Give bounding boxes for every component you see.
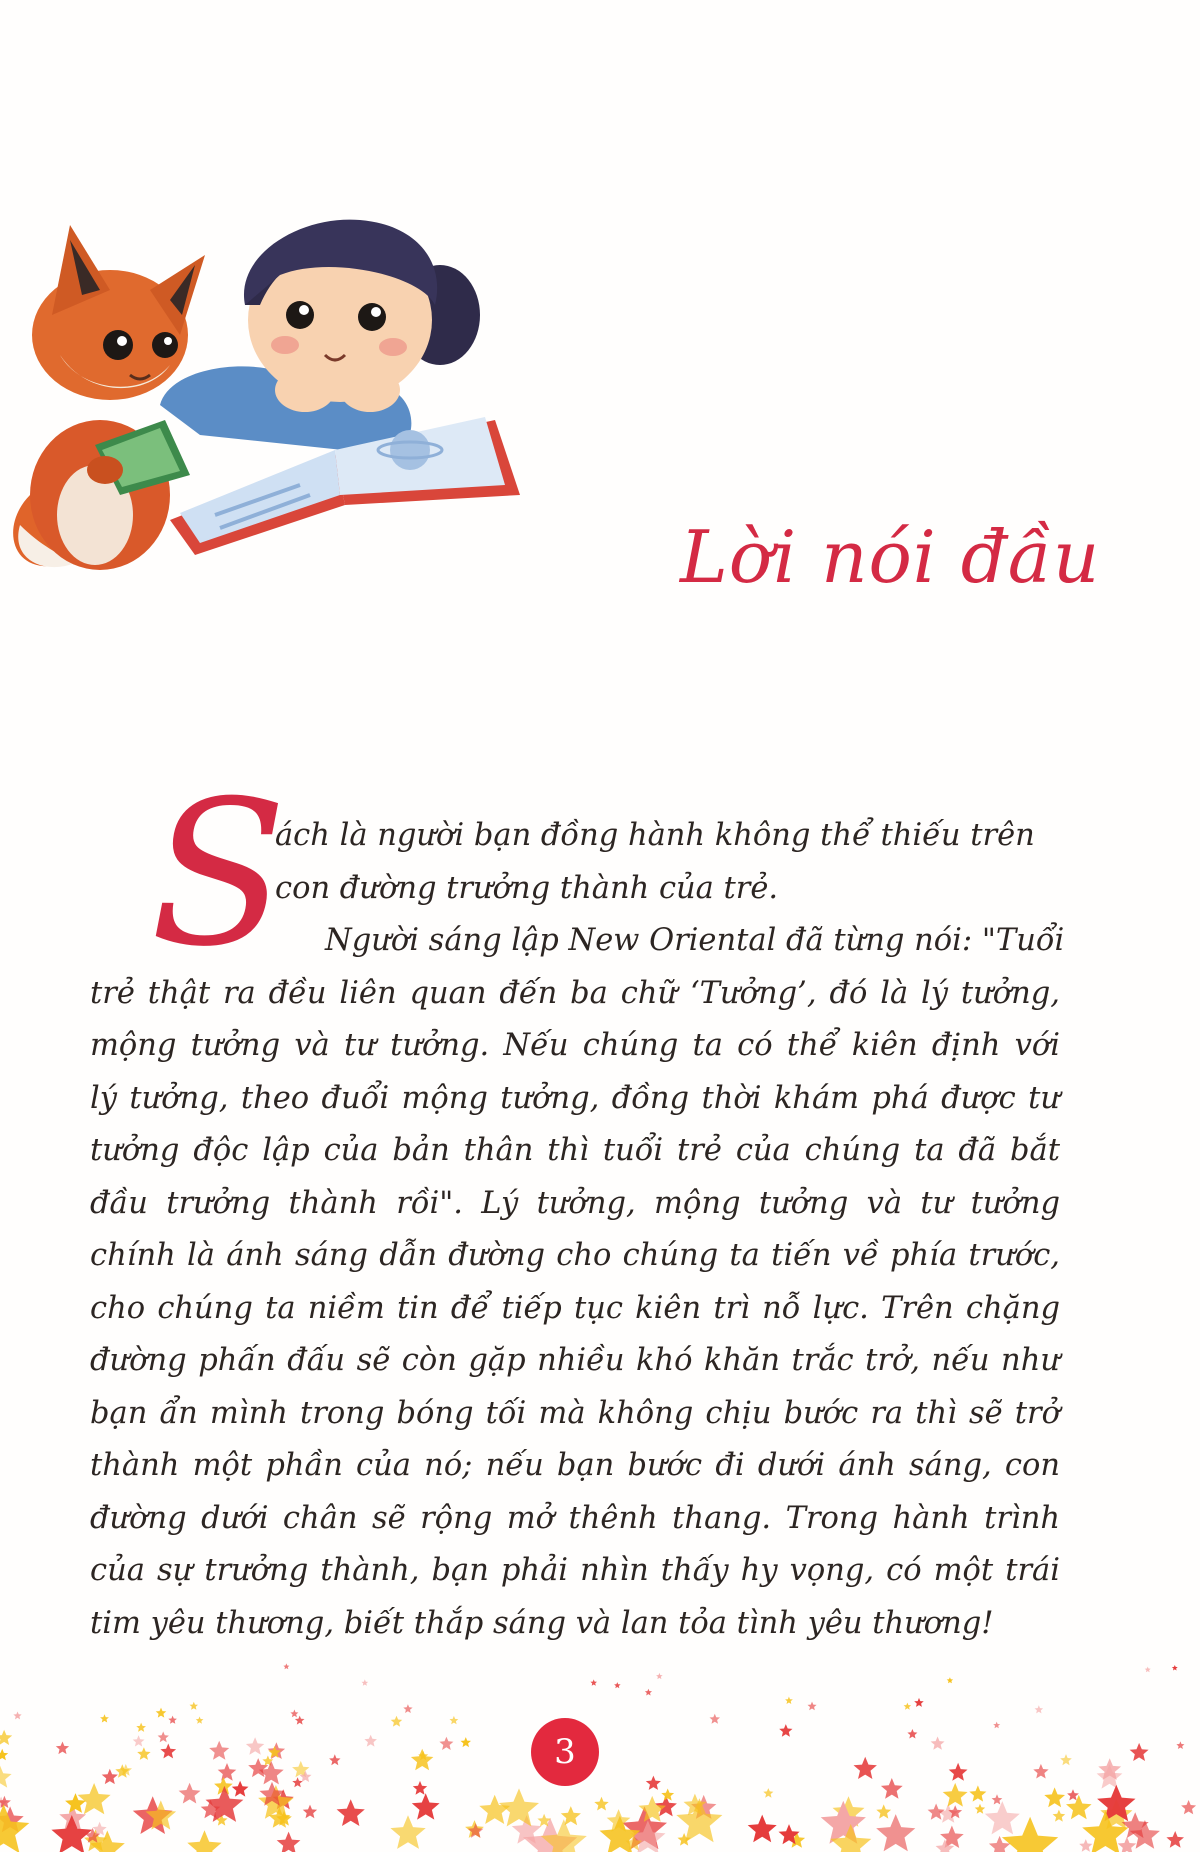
star-icon	[277, 1832, 301, 1852]
star-icon	[993, 1722, 1000, 1729]
star-icon	[975, 1804, 986, 1814]
star-icon	[1053, 1810, 1066, 1822]
star-icon	[411, 1749, 434, 1770]
star-icon	[656, 1673, 663, 1679]
star-icon	[1044, 1787, 1065, 1807]
star-icon	[450, 1716, 459, 1724]
star-icon	[1060, 1754, 1072, 1765]
drop-cap: S	[150, 758, 288, 991]
star-icon	[1033, 1764, 1048, 1779]
text-line: Người sáng lập New Oriental đã từng nói: "Tuổi	[325, 923, 1065, 958]
star-icon	[403, 1704, 412, 1713]
star-icon	[337, 1799, 365, 1826]
page-title: Lời nói đầu	[680, 515, 1101, 599]
text-line: bạn ẩn mình trong bóng tối mà không chịu bước ra thì sẽ trở	[90, 1395, 1060, 1431]
star-icon	[1079, 1839, 1092, 1852]
star-icon	[590, 1679, 597, 1685]
star-icon	[931, 1737, 945, 1750]
star-icon	[295, 1716, 305, 1725]
text-line: ách là người bạn đồng hành không thể thiếu trên	[275, 818, 1035, 853]
star-icon	[168, 1716, 177, 1724]
star-icon	[985, 1801, 1020, 1834]
star-icon	[156, 1708, 167, 1718]
star-icon	[115, 1764, 129, 1777]
star-icon	[808, 1702, 817, 1711]
star-icon	[232, 1781, 249, 1797]
text-line: đầu trưởng thành rồi". Lý tưởng, mộng tưởng và tư tưởng	[90, 1185, 1060, 1221]
star-icon	[0, 1766, 12, 1788]
reading-illustration	[0, 195, 540, 615]
star-icon	[947, 1677, 953, 1683]
star-icon	[390, 1815, 425, 1849]
text-line: thành một phần của nó; nếu bạn bước đi dưới ánh sáng, con	[90, 1448, 1060, 1483]
star-icon	[928, 1804, 945, 1820]
star-icon	[876, 1814, 915, 1851]
star-icon	[0, 1796, 11, 1808]
star-icon	[412, 1793, 440, 1819]
star-icon	[779, 1724, 792, 1737]
star-icon	[881, 1778, 903, 1799]
star-icon	[364, 1735, 377, 1747]
text-line: tim yêu thương, biết thắp sáng và lan tỏa tình yêu thương!	[90, 1605, 994, 1641]
star-icon	[904, 1703, 912, 1710]
star-icon	[992, 1794, 1003, 1804]
star-icon	[0, 1730, 12, 1745]
star-icon	[246, 1737, 264, 1755]
star-icon	[854, 1757, 877, 1779]
text-line: lý tưởng, theo đuổi mộng tưởng, đồng thời khám phá được tư	[90, 1080, 1060, 1116]
text-line: cho chúng ta niềm tin để tiếp tục kiên trì nỗ lực. Trên chặng	[90, 1290, 1060, 1326]
star-icon	[56, 1742, 69, 1755]
star-icon	[1145, 1667, 1151, 1673]
star-icon	[763, 1788, 773, 1798]
text-line: chính là ánh sáng dẫn đường cho chúng ta tiến về phía trước,	[90, 1238, 1060, 1273]
star-icon	[179, 1783, 201, 1804]
star-icon	[821, 1801, 866, 1844]
star-icon	[876, 1804, 891, 1818]
star-icon	[190, 1702, 199, 1710]
star-icon	[710, 1714, 721, 1724]
star-icon	[907, 1729, 917, 1739]
star-icon	[594, 1797, 608, 1811]
star-icon	[13, 1712, 21, 1720]
girl-icon	[160, 220, 480, 455]
star-icon	[1176, 1741, 1184, 1749]
star-icon	[914, 1698, 924, 1707]
star-icon	[645, 1689, 652, 1696]
star-icon	[1035, 1705, 1044, 1713]
star-icon	[1118, 1837, 1137, 1852]
star-icon	[391, 1716, 403, 1727]
preface-text	[90, 810, 1065, 1650]
star-icon	[1067, 1789, 1079, 1800]
star-icon	[439, 1737, 453, 1750]
star-icon	[158, 1732, 169, 1743]
text-line: con đường trưởng thành của trẻ.	[275, 870, 779, 906]
star-icon	[1181, 1800, 1196, 1814]
star-icon	[1166, 1831, 1184, 1848]
star-icon	[290, 1710, 298, 1718]
star-icon	[461, 1737, 472, 1747]
star-icon	[413, 1781, 427, 1795]
star-icon	[614, 1682, 621, 1688]
star-icon	[499, 1788, 539, 1826]
star-icon	[259, 1761, 284, 1785]
star-icon	[0, 1804, 29, 1852]
text-line: mộng tưởng và tư tưởng. Nếu chúng ta có thể kiên định với	[90, 1028, 1060, 1063]
text-line: tưởng độc lập của bản thân thì tuổi trẻ của chúng ta đã bắt	[90, 1133, 1060, 1168]
star-icon	[479, 1795, 510, 1824]
star-icon	[51, 1815, 92, 1852]
star-icon	[1172, 1665, 1178, 1671]
star-icon	[949, 1763, 968, 1781]
star-icon	[1130, 1743, 1149, 1761]
star-icon	[137, 1747, 150, 1760]
star-icon	[661, 1789, 674, 1801]
star-icon	[646, 1776, 661, 1790]
star-icon	[748, 1815, 777, 1843]
page-number: 3	[531, 1718, 599, 1786]
star-icon	[785, 1697, 793, 1704]
star-icon	[196, 1717, 204, 1724]
star-icon	[209, 1741, 229, 1760]
stars-decoration	[0, 1650, 1200, 1852]
star-icon	[292, 1777, 303, 1787]
star-icon	[218, 1763, 237, 1781]
star-icon	[329, 1754, 340, 1765]
star-icon	[78, 1783, 111, 1814]
star-icon	[133, 1735, 145, 1746]
star-icon	[943, 1783, 968, 1807]
star-icon	[362, 1679, 369, 1685]
star-icon	[160, 1744, 176, 1759]
text-line: đường dưới chân sẽ rộng mở thênh thang. Trong hành trình	[90, 1500, 1060, 1536]
star-icon	[283, 1663, 289, 1669]
star-icon	[969, 1785, 986, 1801]
text-line: trẻ thật ra đều liên quan đến ba chữ ‘Tưởng’, đó là lý tưởng,	[90, 975, 1060, 1011]
star-icon	[0, 1749, 8, 1760]
star-icon	[136, 1723, 146, 1732]
star-icon	[187, 1830, 221, 1852]
star-icon	[1002, 1817, 1058, 1852]
star-icon	[303, 1805, 317, 1819]
star-icon	[100, 1714, 109, 1722]
text-line: của sự trưởng thành, bạn phải nhìn thấy hy vọng, có một trái	[90, 1553, 1060, 1588]
star-icon	[102, 1769, 118, 1784]
text-line: đường phấn đấu sẽ còn gặp nhiều khó khăn trắc trở, nếu như	[90, 1343, 1060, 1378]
